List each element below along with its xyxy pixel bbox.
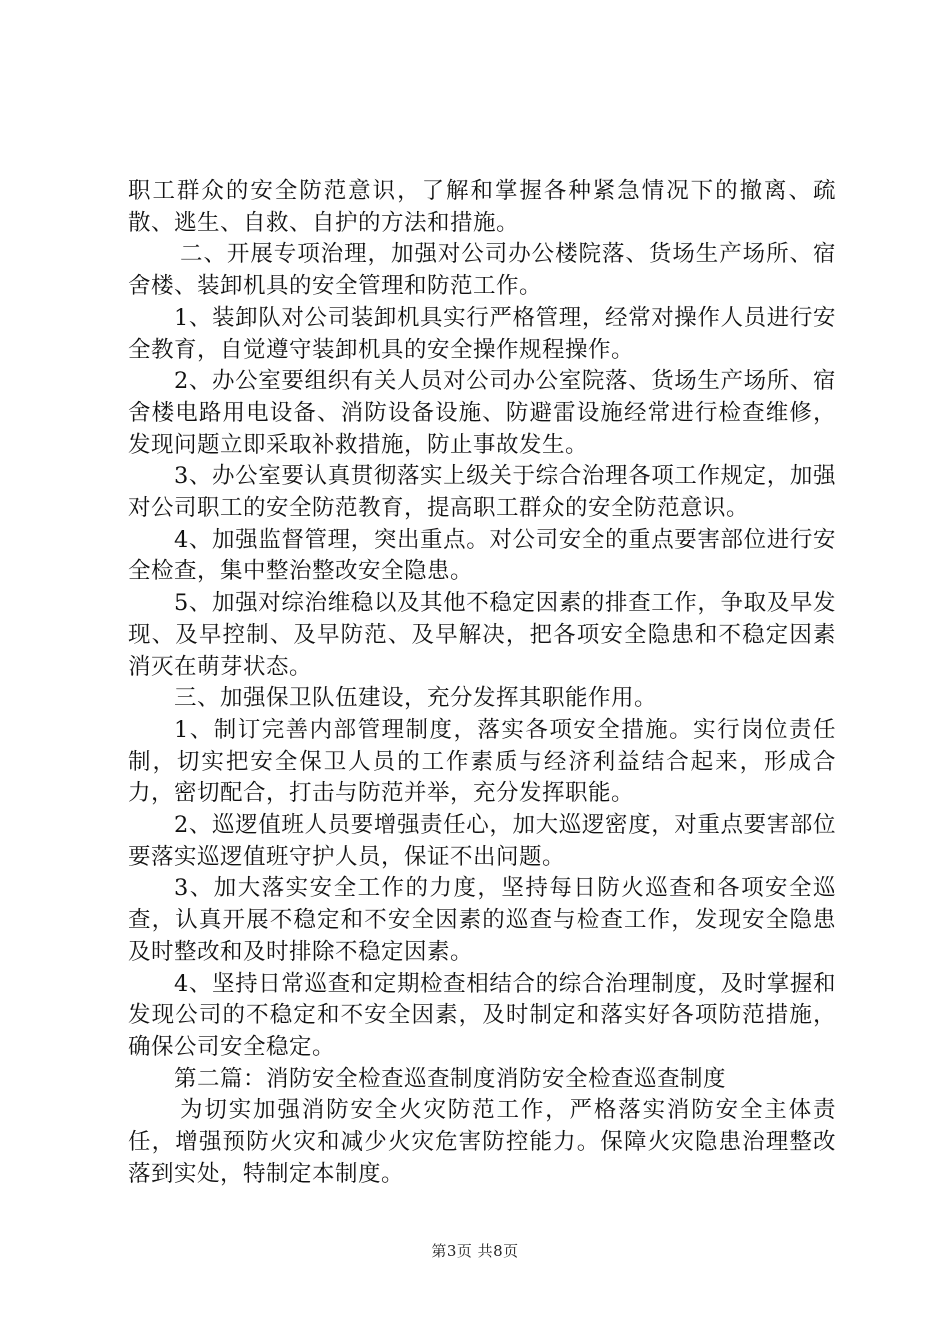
document-body	[128, 176, 836, 1191]
page-number-footer: 第3页 共8页	[431, 1242, 519, 1260]
paragraph-3-1: 1、制订完善内部管理制度，落实各项安全措施。实行岗位责任制，切实把安全保卫人员的工作素质与经济利益结合起来，形成合力，密切配合，打击与防范并举，充分发挥职能。	[128, 716, 836, 807]
paragraph-1: 职工群众的安全防范意识，了解和掌握各种紧急情况下的撤离、疏散、逃生、自救、自护的方法和措施。	[128, 178, 836, 236]
paragraph-2-2: 2、办公室要组织有关人员对公司办公室院落、货场生产场所、宿舍楼电路用电设备、消防设备设施、防避雷设施经常进行检查维修，发现问题立即采取补救措施，防止事故发生。	[128, 368, 836, 458]
paragraph-2-3: 3、办公室要认真贯彻落实上级关于综合治理各项工作规定，加强对公司职工的安全防范教育，提高职工群众的安全防范意识。	[128, 463, 836, 522]
paragraph-3-4: 4、坚持日常巡查和定期检查相结合的综合治理制度，及时掌握和发现公司的不稳定和不安全因素，及时制定和落实好各项防范措施，确保公司安全稳定。	[128, 970, 836, 1060]
section-heading-2: 二、开展专项治理，加强对公司办公楼院落、货场生产场所、宿舍楼、装卸机具的安全管理和防范工作。	[128, 241, 836, 300]
paragraph-3-2: 2、巡逻值班人员要增强责任心，加大巡逻密度，对重点要害部位要落实巡逻值班守护人员，保证不出问题。	[128, 812, 836, 870]
paragraph-chapter-two-intro: 为切实加强消防安全火灾防范工作，严格落实消防安全主体责任，增强预防火灾和减少火灾危害防控能力。保障火灾隐患治理整改落到实处，特制定本制度。	[128, 1097, 836, 1187]
paragraph-2-1: 1、装卸队对公司装卸机具实行严格管理，经常对操作人员进行安全教育，自觉遵守装卸机具的安全操作规程操作。	[128, 304, 836, 363]
paragraph-2-4: 4、加强监督管理，突出重点。对公司安全的重点要害部位进行安全检查，集中整治整改安全隐患。	[128, 526, 836, 585]
section-heading-3: 三、加强保卫队伍建设，充分发挥其职能作用。	[174, 685, 658, 712]
paragraph-3-3: 3、加大落实安全工作的力度，坚持每日防火巡查和各项安全巡查，认真开展不稳定和不安全因素的巡查与检查工作，发现安全隐患及时整改和及时排除不稳定因素。	[128, 875, 836, 965]
paragraph-2-5: 5、加强对综治维稳以及其他不稳定因素的排查工作，争取及早发现、及早控制、及早防范、及早解决，把各项安全隐患和不稳定因素消灭在萌芽状态。	[128, 590, 836, 680]
chapter-two-title: 第二篇：消防安全检查巡查制度消防安全检查巡查制度	[174, 1065, 727, 1092]
